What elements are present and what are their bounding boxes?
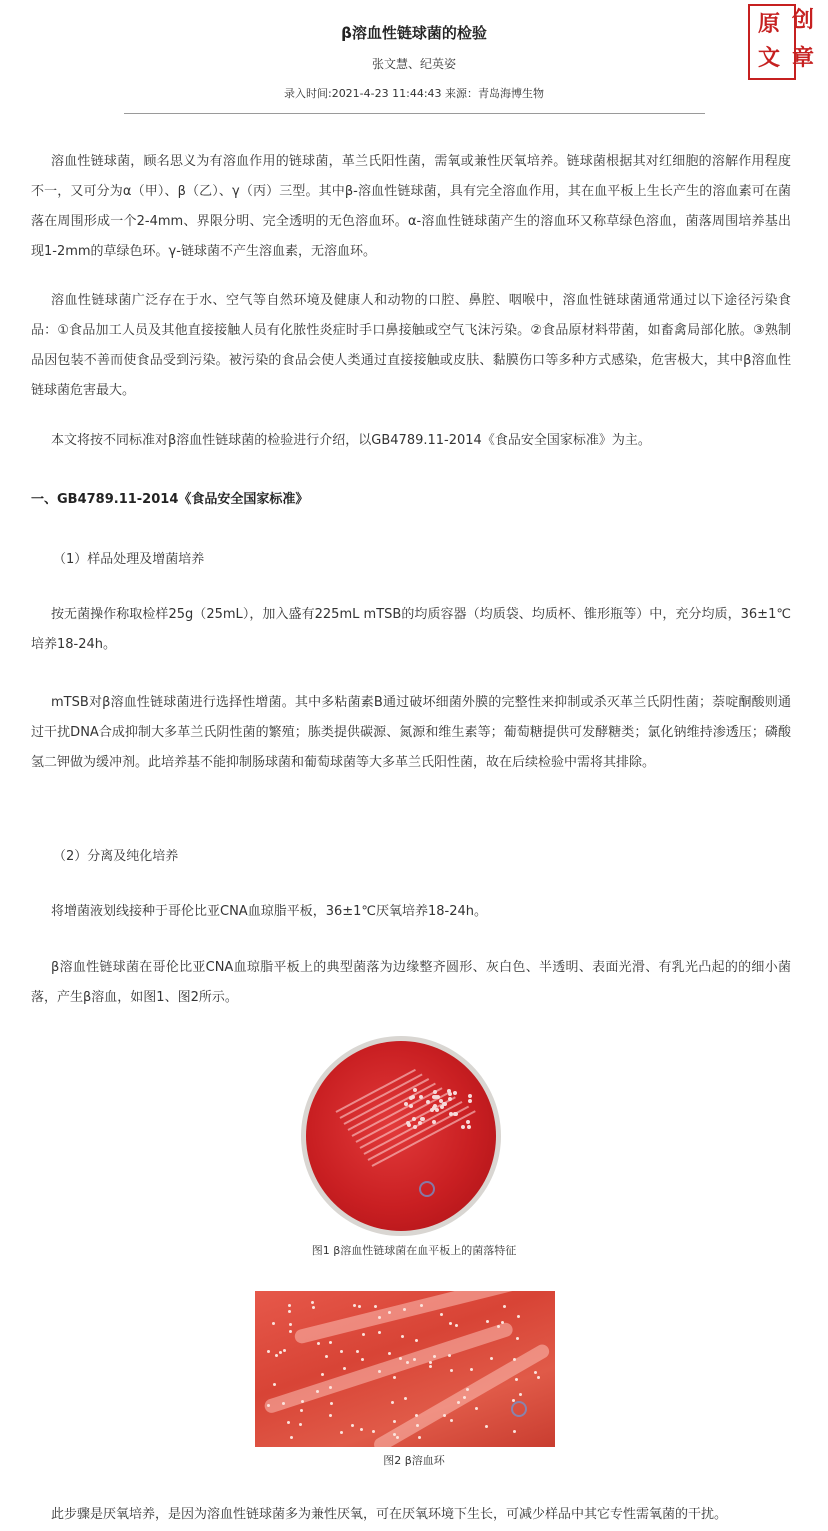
colony-dot <box>449 1322 452 1325</box>
paragraph-intro: 溶血性链球菌，顾名思义为有溶血作用的链球菌，革兰氏阳性菌，需氧或兼性厌氧培养。链球菌根据其对红细胞的溶解作用程度不一，又可分为α（甲）、β（乙）、γ（丙）三型。其中β-溶血性链球菌，具有完全溶血作用，其在血平板上生长产生的溶血素可在菌落在周围形成一个2-4mm、界限分明、完全透明的无色溶血环。α-溶血性链球菌产生的溶血环又称草绿色溶血，菌落周围培养基出现1-2mm的草绿色环。γ-链球菌不产生溶血素，无溶血环。 <box>31 154 791 259</box>
colony-dot <box>374 1305 377 1308</box>
colony-dot <box>537 1376 540 1379</box>
colony-dot <box>407 1123 411 1127</box>
colony-dot <box>289 1330 292 1333</box>
colony-dot <box>448 1354 451 1357</box>
colony-dot <box>429 1365 432 1368</box>
figure2-hemolysis-photo <box>255 1291 555 1447</box>
watermark-logo <box>511 1401 527 1417</box>
colony-dot <box>513 1430 516 1433</box>
colony-dot <box>404 1397 407 1400</box>
colony-dot <box>378 1331 381 1334</box>
figure1-caption: 图1 β溶血性链球菌在血平板上的菌落特征 <box>311 1244 517 1257</box>
colony-dot <box>396 1436 399 1439</box>
colony-dot <box>288 1310 291 1313</box>
colony-dot <box>330 1402 333 1405</box>
colony-dot <box>449 1112 453 1116</box>
colony-dot <box>516 1337 519 1340</box>
colony-dot <box>534 1371 537 1374</box>
colony-dot <box>453 1091 457 1095</box>
colony-dot <box>287 1421 290 1424</box>
colony-dot <box>412 1117 416 1121</box>
colony-dot <box>401 1335 404 1338</box>
stamp-char-2: 文 <box>758 45 781 71</box>
colony-dot <box>272 1322 275 1325</box>
colony-dot <box>267 1350 270 1353</box>
colony-dot <box>466 1388 469 1391</box>
colony-dot <box>378 1316 381 1319</box>
colony-dot <box>413 1125 417 1129</box>
paragraph-sample-method: 按无菌操作称取检样25g（25mL），加入盛有225mL mTSB的均质容器（均质袋、均质杯、锥形瓶等）中，充分均质，36±1℃培养18-24h。 <box>31 607 791 652</box>
colony-dot <box>325 1355 328 1358</box>
colony-dot <box>433 1104 437 1108</box>
colony-dot <box>321 1373 324 1376</box>
article-title: β溶血性链球菌的检验 <box>341 24 487 42</box>
paragraph-mtsb: mTSB对β溶血性链球菌进行选择性增菌。其中多粘菌素B通过破坏细菌外膜的完整性来抑制或杀灭革兰氏阴性菌；萘啶酮酸则通过干扰DNA合成抑制大多革兰氏阴性菌的繁殖；胨类提供碳源、氮源和维生素等；葡萄糖提供可发酵糖类；氯化钠维持渗透压；磷酸氢二钾做为缓冲剂。此培养基不能抑制肠球菌和葡萄球菌等大多革兰氏阳性菌，故在后续检验中需将其排除。 <box>31 695 791 770</box>
colony-dot <box>312 1306 315 1309</box>
colony-dot <box>513 1358 516 1361</box>
stamp-char-4: 章 <box>792 45 815 71</box>
stamp-char-1: 原 <box>758 11 781 37</box>
colony-dot <box>329 1414 332 1417</box>
colony-dot <box>372 1430 375 1433</box>
colony-dot <box>453 1112 457 1116</box>
paragraph-colony: β溶血性链球菌在哥伦比亚CNA血琼脂平板上的典型菌落为边缘整齐圆形、灰白色、半透明、表面光滑、有乳光凸起的的细小菌落，产生β溶血，如图1、图2所示。 <box>31 960 791 1005</box>
colony-dot <box>515 1378 518 1381</box>
colony-dot <box>388 1352 391 1355</box>
colony-dot <box>351 1424 354 1427</box>
colony-dot <box>475 1407 478 1410</box>
colony-dot <box>440 1313 443 1316</box>
colony-dot <box>463 1396 466 1399</box>
colony-dot <box>486 1320 489 1323</box>
colony-dot <box>485 1425 488 1428</box>
colony-dot <box>443 1414 446 1417</box>
colony-dot <box>448 1097 452 1101</box>
colony-dot <box>490 1357 493 1360</box>
paragraph-contamination: 溶血性链球菌广泛存在于水、空气等自然环境及健康人和动物的口腔、鼻腔、咽喉中，溶血性链球菌通常通过以下途径污染食品：①食品加工人员及其他直接接触人员有化脓性炎症时手口鼻接触或空气飞沫污染。②食品原材料带菌，如畜禽局部化脓。③熟制品因包装不善而使食品受到污染。被污染的食品会使人类通过直接接触或皮肤、黏膜伤口等多种方式感染，危害极大，其中β溶血性链球菌危害最大。 <box>31 293 791 398</box>
colony-dot <box>503 1305 506 1308</box>
colony-dot <box>393 1420 396 1423</box>
colony-dot <box>289 1323 292 1326</box>
colony-dot <box>362 1333 365 1336</box>
colony-dot <box>356 1350 359 1353</box>
colony-dot <box>418 1436 421 1439</box>
colony-dot <box>391 1401 394 1404</box>
article-authors: 张文慧、纪英姿 <box>371 57 456 71</box>
colony-dot <box>283 1349 286 1352</box>
colony-dot <box>468 1099 472 1103</box>
colony-dot <box>470 1368 473 1371</box>
colony-dot <box>301 1400 304 1403</box>
subheading-sample-processing: （1）样品处理及增菌培养 <box>53 552 205 567</box>
colony-dot <box>282 1402 285 1405</box>
colony-dot <box>393 1376 396 1379</box>
colony-dot <box>288 1304 291 1307</box>
colony-dot <box>455 1324 458 1327</box>
colony-dot <box>311 1301 314 1304</box>
colony-dot <box>461 1125 465 1129</box>
colony-dot <box>519 1393 522 1396</box>
colony-dot <box>467 1125 471 1129</box>
colony-dot <box>440 1105 444 1109</box>
colony-dot <box>420 1117 424 1121</box>
colony-dot <box>433 1090 437 1094</box>
colony-dot <box>466 1120 470 1124</box>
paragraph-scope: 本文将按不同标准对β溶血性链球菌的检验进行介绍，以GB4789.11-2014《食品安全国家标准》为主。 <box>51 433 651 448</box>
header-divider <box>124 113 705 114</box>
article-meta: 录入时间:2021-4-23 11:44:43 来源：青岛海博生物 <box>283 87 545 100</box>
original-article-stamp <box>746 2 824 88</box>
colony-dot <box>340 1350 343 1353</box>
colony-dot <box>358 1305 361 1308</box>
colony-dot <box>340 1431 343 1434</box>
colony-dot <box>409 1104 413 1108</box>
colony-dot <box>290 1436 293 1439</box>
colony-dot <box>450 1369 453 1372</box>
colony-dot <box>468 1094 472 1098</box>
colony-dot <box>415 1339 418 1342</box>
section-heading: 一、GB4789.11-2014《食品安全国家标准》 <box>31 492 309 507</box>
colony-dot <box>275 1354 278 1357</box>
figure1-blood-agar-plate <box>301 1036 501 1236</box>
colony-dot <box>329 1341 332 1344</box>
colony-dot <box>450 1419 453 1422</box>
colony-dot <box>443 1102 447 1106</box>
colony-dot <box>426 1100 430 1104</box>
colony-dot <box>411 1095 415 1099</box>
colony-dot <box>273 1383 276 1386</box>
subheading-isolation: （2）分离及纯化培养 <box>53 849 179 864</box>
paragraph-streak: 将增菌液划线接种于哥伦比亚CNA血琼脂平板，36±1℃厌氧培养18-24h。 <box>51 904 488 919</box>
paragraph-anaerobic: 此步骤是厌氧培养，是因为溶血性链球菌多为兼性厌氧，可在厌氧环境下生长，可减少样品中其它专性需氧菌的干扰。 <box>51 1507 728 1522</box>
colony-dot <box>360 1428 363 1431</box>
colony-dot <box>517 1315 520 1318</box>
colony-dot <box>353 1304 356 1307</box>
figure2-caption: 图2 β溶血环 <box>383 1454 445 1467</box>
colony-dot <box>501 1321 504 1324</box>
stamp-char-3: 创 <box>792 7 815 33</box>
colony-dot <box>432 1120 436 1124</box>
colony-dot <box>429 1361 432 1364</box>
colony-dot <box>317 1342 320 1345</box>
watermark-logo <box>419 1181 435 1197</box>
colony-dot <box>361 1358 364 1361</box>
colony-dot <box>299 1423 302 1426</box>
colony-dot <box>279 1351 282 1354</box>
colony-dot <box>448 1092 452 1096</box>
plate-surface <box>306 1041 496 1231</box>
colony-dot <box>300 1409 303 1412</box>
colony-dot <box>433 1355 436 1358</box>
colony-dot <box>343 1367 346 1370</box>
